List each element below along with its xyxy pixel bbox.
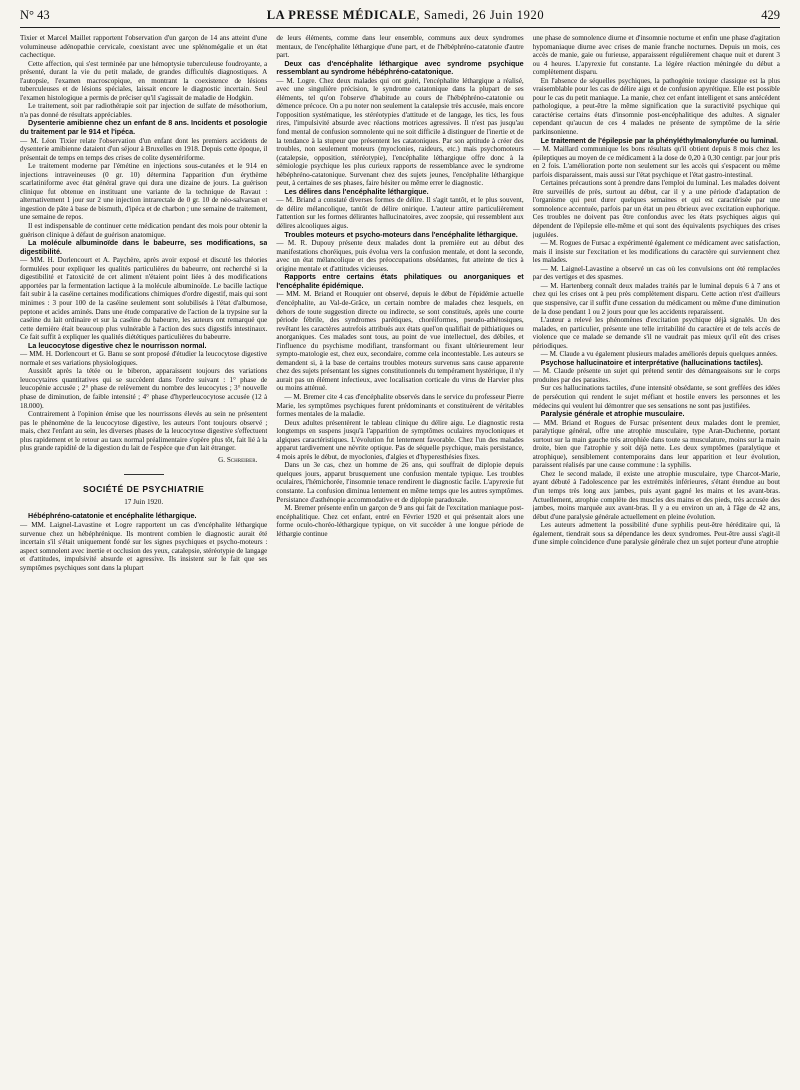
- section-heading: La leucocytose digestive chez le nourrisson normal.: [28, 340, 207, 350]
- paragraph: — M. Léon Tixier relate l'observation d'un enfant dont les premiers accidents de dysenterie amibienne dataient d'un séjour à Bruxelles en 1918. Depuis cette époque, il présentait de temps en temps des crises de colite dysentériforme.: [20, 136, 268, 162]
- column-3: [533, 34, 780, 1064]
- section-heading: Hébéphréno-catatonie et encéphalite léthargique.: [28, 511, 197, 521]
- author-signature: G. Schreiber.: [218, 455, 258, 464]
- journal-name: LA PRESSE MÉDICALE: [266, 8, 417, 22]
- column-2: [276, 34, 523, 1064]
- section-heading: Le traitement de l'épilepsie par la phényléthylmalonylurée ou luminal.: [540, 135, 779, 145]
- text-columns: [20, 34, 780, 1064]
- paragraph: Tixier et Marcel Maillet rapportent l'observation d'un garçon de 14 ans atteint d'une volumineuse adénopathie cervicale, coexistant avec une splénomégalie et un état cachectique.: [20, 34, 268, 60]
- paragraph: — M. Bremer cite 4 cas d'encéphalite observés dans le service du professeur Pierre Marie, les symptômes psychiques furent prédominants et constituèrent de véritables formes mentales de la maladie.: [276, 392, 524, 419]
- paragraph: Il est indispensable de continuer cette médication pendant des mois pour obtenir la guérison clinique à défaut de guérison anatomique.: [20, 222, 268, 239]
- paragraph: — M. Maillard communique les bons résultats qu'il obtient depuis 8 mois chez les épileptiques au moyen de ce médicament à la dose de 0,20 à 0,30 centigr. par jour pris en 2 fois. L'amélioration porte non seulement sur les accès qui s'espacent ou même parfois disparaissent, mais aussi sur l'état psychique et l'état gastro-intestinal.: [532, 145, 780, 179]
- paragraph: — M. Logre. Chez deux malades qui ont guéri, l'encéphalite léthargique a réalisé, avec une singulière précision, le syndrome catatonique dans la plupart de ses éléments, tel qu'on l'observe d'habitude au cours de l'hébéphréno-catatonie ou démence précoce. On a pu noter non seulement la catalepsie très accusée, mais encore l'opposition systématique, les stéréotypies d'attitude et de langage, les tics, les fous rires, l'impulsivité absurde avec réactions motrices agressives. Il n'est pas jusqu'au fond mental de confusion somnolente qui ne soit difficile à distinguer de l'inertie et de la tendance à la stupeur que présentent les catatoniques. Par son aptitude à créer des troubles, non seulement moteurs (myoclonies, raideurs, etc.) mais psychomoteurs (catalepsie, opposition, stéréotypie), l'encéphalite léthargique offre donc à la sémiologie psychique les plus curieux rapports de ressemblance avec le syndrome hébéphréno-catatonique. Survenant chez des sujets jeunes, l'encéphalite léthargique peut, à certaines de ses phases, faire hésiter ou même errer le diagnostic.: [276, 76, 524, 188]
- paragraph: Certaines précautions sont à prendre dans l'emploi du luminal. Les malades doivent être surveillés de près, surtout au début, car il y a une période d'adaptation de l'organisme qui peut durer quelques semaines et qui est caractérisée par une somnolence accentuée, parfois par un état un peu ébrieux avec excitation euphorique. Ces troubles ne doivent pas être confondus avec les états psychiques aigus qui dépendent de l'épilepsie elle-même et qui sont des équivalents psychiques des crises jugulées.: [532, 179, 780, 239]
- paragraph: Cette affection, qui s'est terminée par une hémoptysie tuberculeuse foudroyante, a présenté, durant la vie du petit malade, de grandes difficultés diagnostiques. A l'autopsie, l'examen macroscopique, en montrant la coexistence de lésions tuberculeuses et de lésions spéciales, laissait encore le diagnostic incertain. Seul l'examen histologique a permis de préciser qu'il s'agissait de maladie de Hodgkin.: [20, 59, 268, 102]
- paragraph: — M. Rogues de Fursac a expérimenté également ce médicament avec satisfaction, mais il insiste sur l'excitation et les modifications du caractère qui surviennent chez les malades.: [532, 239, 780, 265]
- section-heading: Dysenterie amibienne chez un enfant de 8 ans. Incidents et posologie du traitement par le 914 et l'ipéca.: [20, 118, 268, 137]
- section-heading: Psychose hallucinatoire et interprétative (hallucinations tactiles).: [540, 357, 763, 367]
- page-header: [20, 8, 780, 28]
- paragraph: — M. Claude présente un sujet qui prétend sentir des démangeaisons sur le corps produites par des parasites.: [532, 367, 780, 384]
- section-heading: Deux cas d'encéphalite léthargique avec syndrome psychique ressemblant au syndrome hébéphréno-catatonique.: [276, 58, 524, 77]
- paragraph: — MM. Laignel-Lavastine et Logre rapportent un cas d'encéphalite léthargique survenue chez un hébéphrénique. Ils montrent combien le diagnostic aurait été incertain s'il s'était uniquement fondé sur les signes psychiques et psycho-moteurs : aspect somnolent avec inertie et occlusion des yeux, catalepsie, stéréotypie de langage et d'attitudes, impulsivité absurde et agressive. Ils insistent sur le fait que ses symptômes psychiques sont dans la plupart: [20, 520, 268, 572]
- paragraph: — MM. Briand et Rogues de Fursac présentent deux malades dont le premier, paralytique général, offre une atrophie musculaire, type Aran-Duchenne, portant surtout sur la main gauche très atrophiée dans toute sa musculature, moins sur la main droite, bien que l'atrophie y soit déjà nette. Les deux symptômes (paralytique et atrophique), sensiblement contemporains dans leur apparition et leur évolution, paraissent réalisés par une cause commune : la syphilis.: [532, 418, 780, 470]
- paragraph: Chez le second malade, il existe une atrophie musculaire, type Charcot-Marie, ayant débuté à l'adolescence par les extrémités inférieures, s'étant étendue au bout d'un temps très long aux jambes, puis ayant gagné les mains et les avant-bras. Actuellement, atrophie complète des muscles des mains et des pieds, très accusée des jambes, moins marquée aux avant-bras. Il y a eu environ un an, à l'âge de 42 ans, début d'une paralysie générale actuellement en pleine évolution.: [532, 469, 780, 521]
- paragraph: Dans un 3e cas, chez un homme de 26 ans, qui souffrait de diplopie depuis quelques jours, apparut brusquement une confusion mentale typique. Les troubles oculaires, l'hémichorée, l'insomnie tenace rendirent le diagnostic facile. L'apyrexie fut constante. La confusion diminua lentement en même temps que les autres symptômes. Persistance d'asthénopie accommodative et de diplopie paradoxale.: [276, 461, 524, 504]
- paragraph: — M. R. Dupouy présente deux malades dont la première eut au début des manifestations choréiques, puis évolua vers la confusion mentale, et dont la seconde, avec un état mélancolique et des préoccupations obsédantes, fut atteinte de tics à origine mentale et d'attitudes vicieuses.: [276, 239, 524, 273]
- paragraph: — M. Claude a vu également plusieurs malades améliorés depuis quelques années.: [540, 350, 778, 359]
- journal-title: [267, 8, 545, 23]
- paragraph: — M. Briand a constaté diverses formes de délire. Il s'agit tantôt, et le plus souvent, de délire mélancolique, tantôt de délire onirique. L'auteur attire particulièrement l'attention sur les formes délirantes hallucinatoires, avec zoopsie, qui ressemblent aux délires alcooliques aigus.: [276, 196, 524, 231]
- paragraph: Le traitement moderne par l'émétine en injections sous-cutanées et le 914 en injections intraveineuses (0 gr. 10) détermina l'apparition d'un érythème scarlatiniforme avec état général grave qui dura une dizaine de jours. La guérison clinique fut obtenue en instituant une variante de la technique de Ravaut : alternativement 1 jour sur 2 une injection intrarectale de 0 gr. 10 de néo-salvarsan et ingestion de pâte à base de bismuth, d'ipéca et de charbon ; une semaine de traitement, une semaine de repos.: [20, 162, 268, 222]
- paragraph: — M. Hartenberg connaît deux malades traités par le luminal depuis 6 à 7 ans et chez qui les crises ont à peu près complètement disparu. Cette action n'est d'ailleurs que suspensive, car il suffit d'une cessation du médicament ou même d'une diminution de la dose pendant 1 ou 2 jours pour que les accidents reparaissent.: [532, 281, 780, 316]
- paragraph: — MM. H. Dorlencourt et G. Banu se sont proposé d'étudier la leucocytose digestive normale et ses variations physiologiques.: [20, 350, 268, 367]
- society-title: SOCIÉTÉ DE PSYCHIATRIE: [82, 484, 205, 495]
- section-heading: Rapports entre certains états philatiques ou anorganiques et l'encéphalite épidémique.: [276, 272, 524, 290]
- paragraph: Deux adultes présentèrent le tableau clinique du délire aigu. Le diagnostic resta longtemps en suspens jusqu'à l'apparition de symptômes oculaires myocloniques et algiques caractéristiques. L'évolution fut lentement favorable. Chez l'un des malades apparut tardivement une névrite optique. Pas de séquelle psychique, mais persistance, 4 mois après le début, de myoclonies, d'algies et d'hyperesthésies fixes.: [276, 418, 524, 461]
- section-divider: [124, 474, 164, 475]
- paragraph: une phase de somnolence diurne et d'insomnie nocturne et enfin une phase d'agitation hypomaniaque diurne avec crises de manie franche nocturnes. Depuis un mois, ces accès de manie, gaie ou furieuse, apparaissent régulièrement chaque nuit et durent 3 ou 4 heures. L'apyrexie fut constante. La légère réaction méningée du début a complètement disparu.: [532, 34, 780, 77]
- section-heading: La molécule albuminoïde dans le babeurre, ses modifications, sa digestibilité.: [20, 238, 268, 256]
- session-date: 17 Juin 1920.: [124, 497, 164, 506]
- paragraph: — MM. M. Briand et Rouquier ont observé, depuis le début de l'épidémie actuelle d'encéphalite, au Val-de-Grâce, un certain nombre de malades chez lesquels, en dehors de toute suggestion directe ou indirecte, se sont constitués, après une courte période fébrile, des syndromes parétiques, choréiformes, pseudo-athétosiques, revêtant les caractères autrefois attribués aux états quel'on qualifiait de pithiatiques ou anorganiques. Ces malades sont tous, au point de vue intellectuel, des débiles, et l'influence du psychisme modifiant, transformant ou fixant ultérieurement leur sympto-matologie est, chez eux, secondaire, comme cela incontestable. Les auteurs se demandent si, à la base de certains troubles moteurs survenus sans cause apparente chez des sujets présentant les signes constitutionnels du tempérament hystérique, il n'y aurait pas un élément infectieux, avec localisation corticale du virus de Harvier plus ou moins atténué.: [276, 290, 524, 393]
- paragraph: Contrairement à l'opinion émise que les nourrissons élevés au sein ne présentent pas le phénomène de la leucocytose digestive, les auteurs l'ont toujours observé ; mais, chez l'enfant au sein, les diverses phases de la leucocytose digestive s'effectuent plus rapidement et le retour au taux normal préalimentaire s'opère plus tôt, fait lié à la plus grande rapidité de la digestion du lait de l'espèce que d'un lait étranger.: [20, 410, 268, 453]
- issue-date: , Samedi, 26 Juin 1920: [416, 8, 545, 22]
- journal-page: [20, 8, 780, 1066]
- page-number: 429: [761, 8, 780, 22]
- paragraph: de leurs éléments, comme dans leur ensemble, communs aux deux syndromes mentaux, de l'encéphalite léthargique d'une part, et de l'hébéphréno-catatonie d'autre part.: [276, 34, 524, 60]
- issue-number: N° 43: [20, 8, 50, 22]
- section-heading: Paralysie générale et atrophie musculaire.: [540, 409, 685, 419]
- paragraph: Aussitôt après la tétée ou le biberon, apparaissent toujours des variations leucocytaires quantitatives qui se succèdent dans l'ordre suivant : 1° phase de leucopénie accusée ; 2° phase de relèvement du nombre des leucocytes ; 3° nouvelle phase de diminution, de faible intensité ; 4° phase d'hyperleucocytose accusée (12 à 18.000).: [20, 367, 268, 410]
- paragraph: En l'absence de séquelles psychiques, la pathogénie toxique classique est la plus vraisemblable pour les cas de délire aigu et de confusion apyrétique. Elle est possible pour le cas du petit maniaque. La manie, chez cet enfant intelligent et sans antécédent pathologique, a peut-être la même signification que la suractivité psychique qui caractérise certains états d'insomnie post-encéphalitique des adultes. A signaler cependant qu'aucun de ces 4 malades ne présente de symptôme de la série parkinsonienne.: [532, 76, 780, 137]
- section-heading: Troubles moteurs et psycho-moteurs dans l'encéphalite léthargique.: [284, 229, 518, 239]
- paragraph: Les auteurs admettent la possibilité d'une syphilis peut-être héréditaire qui, là également, tiendrait sous sa dépendance les deux syndromes. Peut-être aussi s'agit-il d'une simple coïncidence d'une paralysie générale chez un sujet porteur d'une atrophie: [532, 521, 780, 547]
- paragraph: M. Bremer présente enfin un garçon de 9 ans qui fait de l'excitation maniaque post-encéphalitique. Chez cet enfant, entré en Février 1920 et qui présentait alors une forme oculo-choréo-léthargique typique, on vit succéder à une longue période de léthargie continue: [276, 504, 524, 538]
- paragraph: — M. Laignel-Lavastine a observé un cas où les convulsions ont été remplacées par des vertiges et des spasmes.: [532, 264, 780, 282]
- paragraph: L'auteur a relevé les phénomènes d'excitation psychique déjà signalés. Un des malades, en particulier, présente une telle irritabilité du caractère et de tels accès de violence que ce malade se demande s'il ne vaudrait pas mieux qu'il eût des crises périodiques.: [532, 316, 780, 350]
- paragraph: Sur ces hallucinations tactiles, d'une intensité obsédante, se sont greffées des idées de persécution qui rendent le sujet méfiant et hostile envers les personnes et les médecins qui veulent lui démontrer que ses sensations ne sont pas justifiées.: [532, 384, 780, 410]
- column-1: [20, 34, 267, 1064]
- section-heading: Les délires dans l'encéphalite léthargique.: [284, 186, 429, 196]
- paragraph: Le traitement, soit par radiothérapie soit par injection de sulfate de mésothorium, n'a pas donné de résultats appréciables.: [20, 102, 268, 119]
- paragraph: — MM. H. Dorlencourt et A. Paychère, après avoir exposé et discuté les théories formulées pour expliquer les qualités particulières du babeurre, ont recherché si la digestibilité et l'atoxicité de cet aliment n'étaient point liées à des modifications apportées par la fermentation lactique à la molécule albuminoïde. Le bacille lactique fait subir à la caséine certaines modifications chimiques d'ordre digestif, mais qui sont minimes : 3 pour 100 de la caséine seulement sont solubilisés à l'état d'albumose, peptone et acides aminés. Dans une étude comparative de l'action de la trypsine sur la caséine du lait ordinaire et sur la caséine du babeurre, les auteurs ont remarqué que cette dernière était beaucoup plus vulnérable à l'action des sucs digestifs intestinaux. Ce fait suffit à expliquer les qualités diététiques particulières du babeurre.: [20, 256, 268, 342]
